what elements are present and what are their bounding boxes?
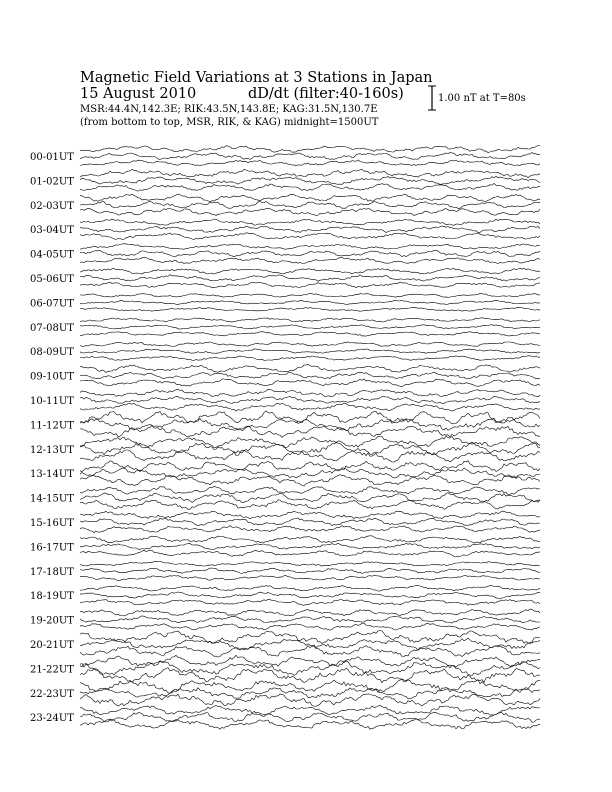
- trace-kag-10-11ut: [80, 389, 540, 397]
- trace-msr-10-11ut: [80, 403, 540, 411]
- scale-bar-label: 1.00 nT at T=80s: [438, 93, 526, 104]
- trace-msr-17-18ut: [80, 575, 540, 580]
- chart-title: Magnetic Field Variations at 3 Stations in Japan: [80, 70, 433, 86]
- trace-kag-01-02ut: [80, 169, 540, 177]
- trace-kag-04-05ut: [80, 244, 540, 250]
- trace-rik-22-23ut: [80, 687, 540, 698]
- trace-msr-09-10ut: [80, 379, 540, 387]
- hour-row-label: 22-23UT: [30, 688, 74, 700]
- hour-row-label: 01-02UT: [30, 176, 74, 188]
- trace-kag-06-07ut: [80, 293, 540, 297]
- hour-row-label: 17-18UT: [30, 566, 74, 578]
- trace-msr-02-03ut: [80, 208, 540, 215]
- trace-rik-00-01ut: [80, 153, 540, 160]
- trace-kag-07-08ut: [80, 318, 540, 322]
- hour-row-label: 13-14UT: [30, 469, 74, 481]
- hour-row-label: 23-24UT: [30, 713, 74, 725]
- trace-kag-02-03ut: [80, 194, 540, 202]
- hour-row-label: 06-07UT: [30, 298, 74, 310]
- trace-rik-17-18ut: [80, 568, 540, 574]
- trace-rik-09-10ut: [80, 372, 540, 379]
- hour-row-label: 21-22UT: [30, 664, 74, 676]
- hour-row-label: 15-16UT: [30, 518, 74, 529]
- trace-kag-17-18ut: [80, 561, 540, 566]
- trace-msr-01-02ut: [80, 183, 540, 191]
- trace-rik-16-17ut: [80, 543, 540, 549]
- trace-rik-18-19ut: [80, 592, 540, 598]
- trace-msr-22-23ut: [80, 694, 540, 707]
- hour-row-label: 19-20UT: [30, 615, 74, 627]
- trace-rik-04-05ut: [80, 250, 540, 256]
- trace-kag-16-17ut: [80, 536, 540, 543]
- hour-row-label: 07-08UT: [30, 322, 74, 334]
- trace-kag-09-10ut: [80, 365, 540, 373]
- hour-row-label: 14-15UT: [30, 493, 74, 505]
- trace-rik-08-09ut: [80, 349, 540, 354]
- trace-msr-08-09ut: [80, 356, 540, 361]
- trace-msr-11-12ut: [80, 425, 540, 437]
- trace-kag-05-06ut: [80, 268, 540, 274]
- trace-rik-15-16ut: [80, 518, 540, 526]
- hour-row-label: 05-06UT: [30, 274, 74, 285]
- hour-row-label: 12-13UT: [30, 444, 74, 456]
- hour-row-label: 02-03UT: [30, 200, 74, 212]
- trace-msr-16-17ut: [80, 550, 540, 556]
- trace-msr-04-05ut: [80, 258, 540, 264]
- trace-kag-08-09ut: [80, 342, 540, 347]
- hour-row-label: 03-04UT: [30, 225, 74, 237]
- trace-rik-01-02ut: [80, 176, 540, 184]
- trace-kag-13-14ut: [80, 461, 540, 472]
- trace-kag-12-13ut: [80, 436, 540, 448]
- hour-row-label: 20-21UT: [30, 640, 74, 651]
- trace-kag-15-16ut: [80, 511, 540, 519]
- trace-rik-14-15ut: [80, 493, 540, 503]
- station-coordinates: MSR:44.4N,142.3E; RIK:43.5N,143.8E; KAG:31.5N,130.7E: [80, 104, 378, 115]
- hour-row-label: 00-01UT: [30, 152, 74, 163]
- trace-msr-06-07ut: [80, 307, 540, 311]
- trace-rik-12-13ut: [80, 443, 540, 456]
- trace-rik-10-11ut: [80, 396, 540, 403]
- trace-rik-11-12ut: [80, 419, 540, 431]
- quantity-label: dD/dt (filter:40-160s): [248, 86, 404, 102]
- trace-kag-14-15ut: [80, 487, 540, 495]
- hour-row-label: 18-19UT: [30, 591, 74, 603]
- hour-row-label: 08-09UT: [30, 347, 74, 359]
- trace-rik-20-21ut: [80, 638, 540, 650]
- trace-rik-13-14ut: [80, 468, 540, 478]
- scale-bar: [428, 86, 436, 110]
- trace-rik-21-22ut: [80, 661, 540, 676]
- trace-msr-07-08ut: [80, 332, 540, 337]
- trace-rik-07-08ut: [80, 325, 540, 329]
- trace-msr-00-01ut: [80, 160, 540, 166]
- trace-kag-23-24ut: [80, 705, 540, 715]
- trace-msr-03-04ut: [80, 233, 540, 240]
- trace-kag-03-04ut: [80, 219, 540, 225]
- trace-msr-18-19ut: [80, 599, 540, 605]
- trace-rik-19-20ut: [80, 616, 540, 623]
- trace-rik-05-06ut: [80, 275, 540, 282]
- trace-kag-20-21ut: [80, 631, 540, 644]
- trace-kag-00-01ut: [80, 145, 540, 152]
- station-order-note: (from bottom to top, MSR, RIK, & KAG) midnight=1500UT: [80, 117, 379, 128]
- trace-kag-19-20ut: [80, 609, 540, 616]
- hour-row-label: 16-17UT: [30, 542, 74, 554]
- trace-kag-18-19ut: [80, 585, 540, 591]
- hour-row-label: 09-10UT: [30, 371, 74, 383]
- trace-rik-03-04ut: [80, 226, 540, 232]
- trace-rik-02-03ut: [80, 201, 540, 208]
- trace-msr-13-14ut: [80, 475, 540, 487]
- hour-row-label: 04-05UT: [30, 249, 74, 261]
- hour-row-label: 10-11UT: [30, 396, 74, 407]
- trace-msr-20-21ut: [80, 646, 540, 658]
- trace-msr-19-20ut: [80, 623, 540, 630]
- trace-rik-06-07ut: [80, 300, 540, 304]
- date-label: 15 August 2010: [80, 86, 197, 102]
- trace-msr-15-16ut: [80, 526, 540, 533]
- trace-msr-05-06ut: [80, 282, 540, 288]
- trace-kag-21-22ut: [80, 655, 540, 667]
- trace-rik-23-24ut: [80, 712, 540, 722]
- trace-msr-14-15ut: [80, 500, 540, 510]
- hour-row-label: 11-12UT: [30, 420, 74, 432]
